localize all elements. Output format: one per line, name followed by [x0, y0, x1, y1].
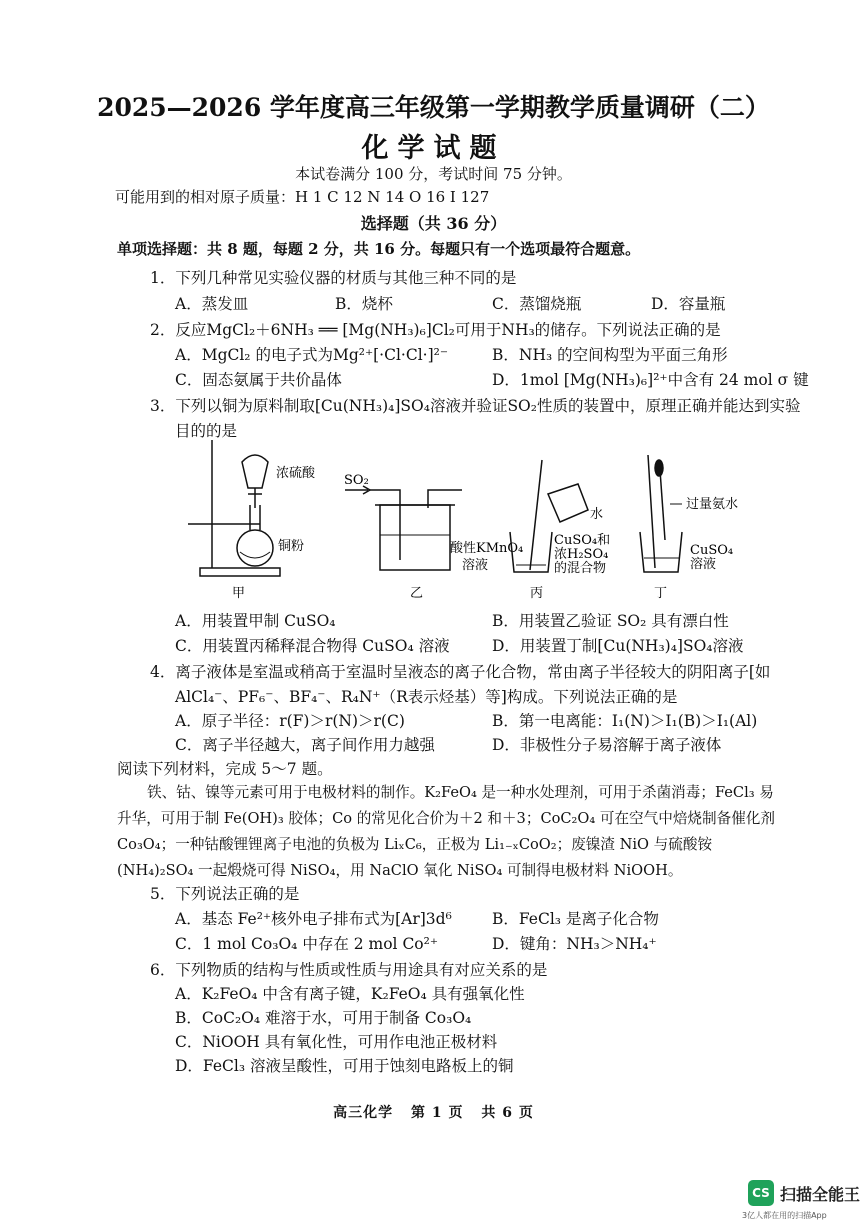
ding-dropper-bulb [655, 460, 663, 476]
yi-label-solution2: 溶液 [462, 558, 489, 573]
q1-option-c: C．蒸馏烧瓶 [492, 295, 582, 313]
q5-option-c: C．1 mol Co₃O₄ 中存在 2 mol Co²⁺ [175, 935, 439, 953]
jia-label-cu: 铜粉 [278, 539, 305, 554]
ding-label-solution1: CuSO₄ [690, 543, 734, 558]
ding-name: 丁 [654, 586, 668, 601]
bing-glass-rod [530, 460, 542, 570]
jia-funnel [242, 455, 268, 488]
q4-option-a: A．原子半径：r(F)＞r(N)＞r(C) [175, 712, 405, 730]
q4-stem-line2: AlCl₄⁻、PF₆⁻、BF₄⁻、R₄N⁺（R表示烃基）等]构成。下列说法正确的是 [175, 688, 678, 706]
q1-option-a: A．蒸发皿 [175, 295, 249, 313]
q4-option-b: B．第一电离能：I₁(N)＞I₁(B)＞I₁(Al) [492, 712, 758, 730]
q6-option-d: D．FeCl₃ 溶液呈酸性，可用于蚀刻电路板上的铜 [175, 1057, 514, 1075]
footer-page: 第 1 页 [411, 1105, 464, 1121]
q5-option-a: A．基态 Fe²⁺核外电子排布式为[Ar]3d⁶ [175, 910, 452, 928]
apparatus-ding [640, 455, 682, 572]
apparatus-jia [188, 440, 280, 576]
bing-label-mix1: CuSO₄和 [554, 533, 611, 548]
section-title: 选择题（共 36 分） [360, 214, 507, 233]
footer-subject: 高三化学 [333, 1105, 394, 1121]
q2-option-d: D．1mol [Mg(NH₃)₆]²⁺中含有 24 mol σ 键 [492, 371, 809, 389]
q3-option-b: B．用装置乙验证 SO₂ 具有漂白性 [492, 612, 729, 630]
ding-glass-rod [648, 455, 655, 568]
reading-paragraph: 铁、钴、镍等元素可用于电极材料的制作。K₂FeO₄ 是一种水处理剂，可用于杀菌消毒；FeCl₃ 易升华，可用于制 Fe(OH)₃ 胶体；Co 的常见化合价为＋2 和＋3；CoC₂O₄ 可在空气中焙烧制备催化剂 Co₃O₄；一种钴酸锂锂离子电池的负极为 LiₓC₆，正极为 Li₁₋ₓCoO₂；废镍渣 NiO 与硫酸铵(NH₄)₂SO₄ 一起煅烧可得 NiSO₄，用 NaClO 氧化 NiSO₄ 可制得电极材料 NiOOH。 [117, 784, 775, 879]
q2-option-b: B．NH₃ 的空间构型为平面三角形 [492, 346, 728, 364]
q3-option-c: C．用装置丙稀释混合物得 CuSO₄ 溶液 [175, 637, 450, 655]
yi-name: 乙 [410, 586, 424, 601]
yi-label-solution1: 酸性KMnO₄ [450, 541, 524, 556]
watermark-tagline: 3亿人都在用的扫描App [742, 1211, 827, 1220]
q5-option-d: D．键角：NH₃＞NH₄⁺ [492, 935, 657, 953]
q4-stem-line1: 4．离子液体是室温或稍高于室温时呈液态的离子化合物，常由离子半径较大的阴阳离子[如 [150, 663, 771, 681]
q6-stem: 6．下列物质的结构与性质或性质与用途具有对应关系的是 [150, 961, 548, 979]
bing-label-water: 水 [590, 507, 604, 522]
q3-option-d: D．用装置丁制[Cu(NH₃)₄]SO₄溶液 [492, 637, 744, 655]
q4-option-c: C．离子半径越大，离子间作用力越强 [175, 736, 435, 754]
q4-option-d: D．非极性分子易溶解于离子液体 [492, 736, 722, 754]
bing-label-mix3: 的混合物 [554, 561, 607, 576]
bing-label-mix2: 浓H₂SO₄ [554, 547, 609, 562]
jia-label-acid: 浓硫酸 [276, 466, 316, 481]
yi-inlet-tube [370, 490, 400, 560]
yi-label-gas: SO₂ [344, 473, 369, 488]
page-footer [0, 1102, 867, 1122]
q2-stem: 2．反应MgCl₂＋6NH₃ ══ [Mg(NH₃)₆]Cl₂可用于NH₃的储存。下列说法正确的是 [150, 321, 721, 339]
q6-option-c: C．NiOOH 具有氧化性，可用作电池正极材料 [175, 1033, 498, 1051]
exam-title: 2025—2026 学年度高三年级第一学期教学质量调研（二） [97, 93, 770, 122]
reading-intro: 阅读下列材料，完成 5～7 题。 [117, 760, 333, 778]
bing-water-beaker [548, 484, 588, 522]
q5-stem: 5．下列说法正确的是 [150, 885, 300, 903]
exam-subtitle: 化学试题 [361, 133, 506, 164]
q3-stem-line2: 目的的是 [175, 422, 238, 440]
q1-option-b: B．烧杯 [335, 295, 393, 313]
section-instructions: 单项选择题：共 8 题，每题 2 分，共 16 分。每题只有一个选项最符合题意。 [117, 240, 641, 258]
ding-label-ammonia: 过量氨水 [686, 497, 739, 512]
atomic-masses: 可能用到的相对原子质量：H 1 C 12 N 14 O 16 I 127 [115, 188, 490, 206]
q6-option-b: B．CoC₂O₄ 难溶于水，可用于制备 Co₃O₄ [175, 1009, 472, 1027]
ding-label-solution2: 溶液 [690, 557, 717, 572]
jia-stand-base [200, 568, 280, 576]
q2-option-c: C．固态氨属于共价晶体 [175, 371, 342, 389]
q6-option-a: A．K₂FeO₄ 中含有离子键，K₂FeO₄ 具有强氧化性 [175, 985, 525, 1003]
q5-option-b: B．FeCl₃ 是离子化合物 [492, 910, 659, 928]
q3-stem-line1: 3．下列以铜为原料制取[Cu(NH₃)₄]SO₄溶液并验证SO₂性质的装置中，原理正确并能达到实验 [150, 397, 801, 415]
yi-bottle [380, 505, 450, 570]
q1-option-d: D．容量瓶 [651, 295, 726, 313]
watermark-name: 扫描全能王 [780, 1185, 861, 1204]
ding-beaker [640, 532, 682, 572]
footer-total: 共 6 页 [481, 1105, 534, 1121]
exam-info: 本试卷满分 100 分，考试时间 75 分钟。 [295, 165, 572, 183]
jia-flask [237, 530, 273, 566]
apparatus-figure [170, 440, 780, 610]
q1-stem: 1．下列几种常见实验仪器的材质与其他三种不同的是 [150, 269, 517, 287]
apparatus-yi [345, 486, 462, 570]
bing-name: 丙 [530, 586, 544, 601]
q2-option-a: A．MgCl₂ 的电子式为Mg²⁺[·Cl·Cl·]²⁻ [175, 346, 449, 364]
q3-option-a: A．用装置甲制 CuSO₄ [175, 612, 336, 630]
jia-name: 甲 [232, 586, 246, 601]
ding-dropper [660, 470, 665, 540]
camscanner-icon: CS [748, 1180, 774, 1206]
